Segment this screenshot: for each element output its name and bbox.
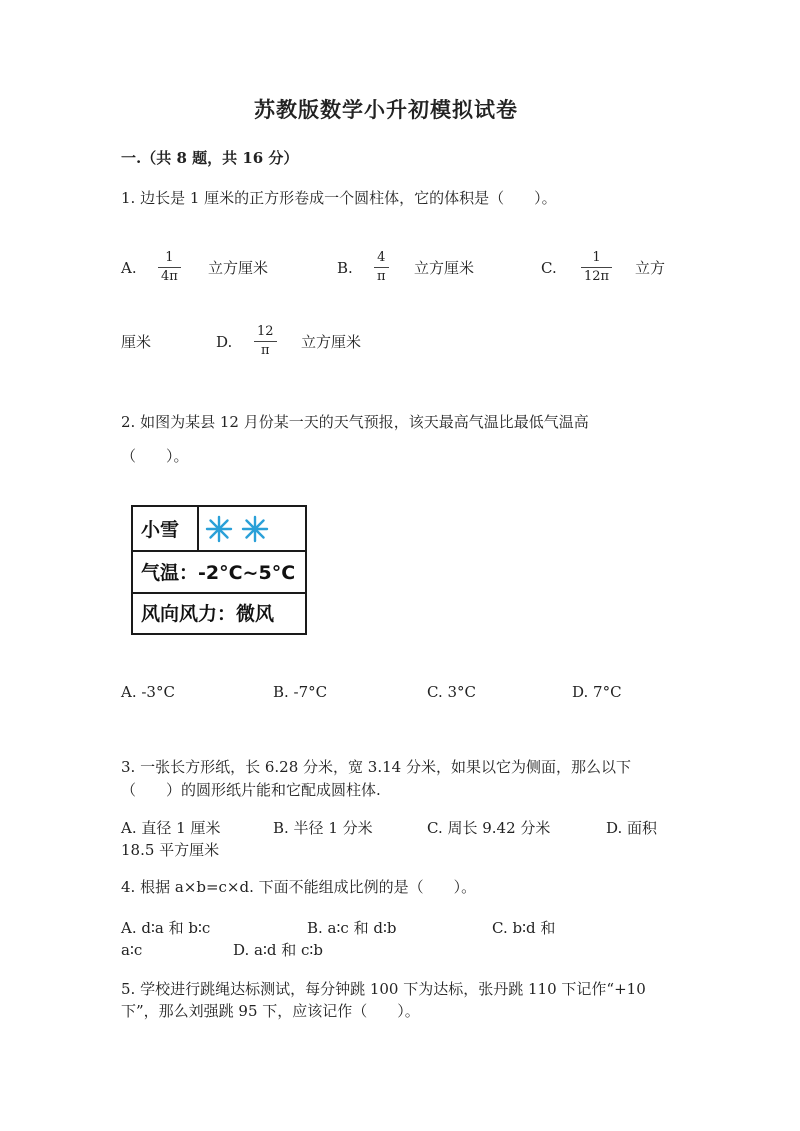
q1-option-b-unit: 立方厘米 <box>414 259 475 277</box>
q3-option-d: D. 面积 <box>606 819 658 837</box>
fraction-numerator: 1 <box>165 250 174 265</box>
fraction-bar <box>254 341 277 342</box>
q3-stem-line2: （ ）的圆形纸片能和它配成圆柱体. <box>121 781 381 799</box>
q2-option-b: B. -7°C <box>273 683 328 701</box>
fraction-bar <box>158 267 181 268</box>
q1-option-c-unit-part1: 立方 <box>635 259 666 277</box>
weather-row-condition <box>133 507 305 552</box>
q3-option-d-continued: 18.5 平方厘米 <box>121 841 220 859</box>
weather-forecast-card <box>131 505 307 635</box>
q1-option-a-fraction <box>158 250 181 284</box>
q1-option-b-fraction <box>374 250 389 284</box>
q2-option-d: D. 7°C <box>572 683 622 701</box>
q1-option-a-unit: 立方厘米 <box>208 259 269 277</box>
q1-option-d-label: D. <box>216 333 233 351</box>
q5-stem-line2: 下”，那么刘强跳 95 下，应该记作（ ）。 <box>121 1002 420 1020</box>
weather-temperature-label: 气温：-2°C~5°C <box>141 561 296 584</box>
q3-stem-line1: 3. 一张长方形纸，长 6.28 分米，宽 3.14 分米，如果以它为侧面，那么以下 <box>121 758 631 776</box>
weather-wind-label: 风向风力：微风 <box>141 603 275 625</box>
q3-option-a: A. 直径 1 厘米 <box>121 819 221 837</box>
fraction-denominator: π <box>261 343 270 358</box>
fraction-numerator: 1 <box>592 250 601 265</box>
fraction-bar <box>374 267 389 268</box>
q3-option-c: C. 周长 9.42 分米 <box>427 819 551 837</box>
fraction-numerator: 12 <box>257 324 274 339</box>
weather-divider <box>197 507 199 550</box>
fraction-denominator: π <box>377 269 386 284</box>
q1-option-b-label: B. <box>337 259 353 277</box>
q1-option-c-label: C. <box>541 259 557 277</box>
q4-option-d: D. a∶d 和 c∶b <box>233 941 323 959</box>
q1-option-d-fraction <box>254 324 277 358</box>
fraction-denominator: 12π <box>584 269 610 284</box>
snow-icons <box>205 507 277 550</box>
q2-option-a: A. -3°C <box>121 683 175 701</box>
fraction-bar <box>581 267 612 268</box>
fraction-denominator: 4π <box>161 269 178 284</box>
q1-stem: 1. 边长是 1 厘米的正方形卷成一个圆柱体，它的体积是（ ）。 <box>121 189 557 207</box>
weather-row-temperature <box>133 550 305 594</box>
weather-row-wind <box>133 592 305 633</box>
page-title: 苏教版数学小升初模拟试卷 <box>254 97 518 122</box>
q4-option-c-continued: a∶c <box>121 941 143 959</box>
fraction-numerator: 4 <box>377 250 386 265</box>
q2-stem-line1: 2. 如图为某县 12 月份某一天的天气预报，该天最高气温比最低气温高 <box>121 413 589 431</box>
snowflake-icon <box>241 515 269 543</box>
q1-option-a-label: A. <box>121 259 137 277</box>
section-header: 一.（共 8 题，共 16 分） <box>121 149 299 167</box>
q4-option-b: B. a∶c 和 d∶b <box>307 919 397 937</box>
q3-option-b: B. 半径 1 分米 <box>273 819 373 837</box>
weather-condition-label: 小雪 <box>141 519 180 541</box>
q4-option-a: A. d∶a 和 b∶c <box>121 919 211 937</box>
q2-stem-line2: （ ）。 <box>121 447 189 465</box>
q2-option-c: C. 3°C <box>427 683 476 701</box>
q1-option-c-fraction <box>581 250 612 284</box>
q1-option-d-unit: 立方厘米 <box>301 333 362 351</box>
q4-option-c: C. b∶d 和 <box>492 919 556 937</box>
q4-stem: 4. 根据 a×b=c×d. 下面不能组成比例的是（ ）。 <box>121 878 477 896</box>
snowflake-icon <box>205 515 233 543</box>
q1-option-c-unit-part2: 厘米 <box>121 333 152 351</box>
q5-stem-line1: 5. 学校进行跳绳达标测试，每分钟跳 100 下为达标，张丹跳 110 下记作“+10 <box>121 980 646 998</box>
